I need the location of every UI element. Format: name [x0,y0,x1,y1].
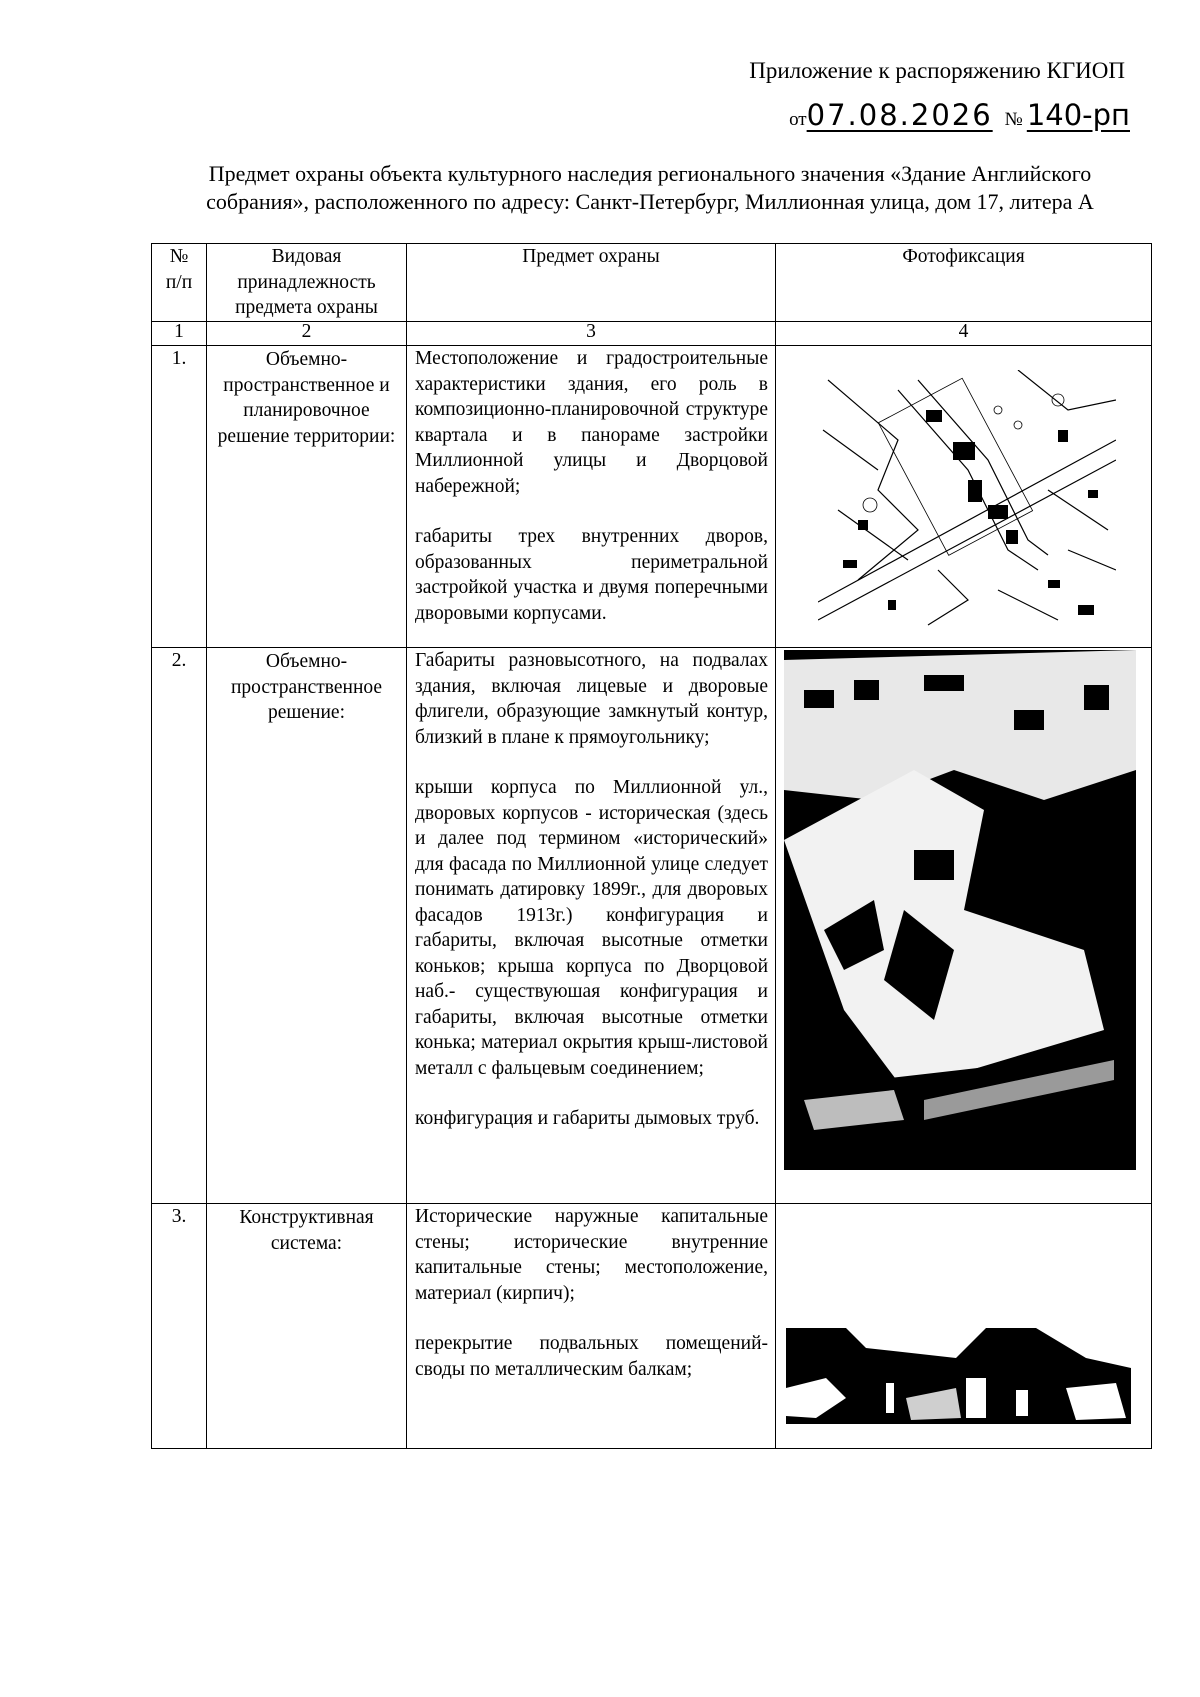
subject-paragraph: Исторические наружные капитальные стены; исторические внутренние капитальные стены; местоположение, материал (кирпич); [415,1206,768,1304]
table-row [152,648,1152,1204]
annex-title: Приложение к распоряжению КГИОП [749,58,1125,83]
row-subject [407,1204,776,1449]
order-number-label: № [1004,109,1023,130]
row-number: 1. [152,346,207,648]
row-subject [407,346,776,648]
site-plan-map-image [818,370,1116,630]
row-subject [407,648,776,1204]
header-photo: Фотофиксация [776,244,1152,322]
aerial-view-photo [784,650,1136,1170]
order-reference [600,98,1130,132]
subject-paragraph: Местоположение и градостроительные характеристики здания, его роль в композиционно-планировочной структуре квартала и в панораме застройки Миллионной улицы и Дворцовой набережной; [415,348,768,497]
column-number: 1 [152,322,207,346]
row-photo-cell [776,648,1152,1204]
column-number-row [152,322,1152,346]
subject-paragraph: конфигурация и габариты дымовых труб. [415,1108,760,1129]
subject-paragraph: габариты трех внутренних дворов, образованных периметральной застройкой участка и двумя поперечными дворовыми корпусами. [415,526,768,624]
table-header-row [152,244,1152,322]
row-photo-cell [776,346,1152,648]
row-kind: Объемно-пространственное решение: [207,648,407,1204]
header-number: № п/п [152,244,207,322]
row-kind: Конструктивная система: [207,1204,407,1449]
row-number: 2. [152,648,207,1204]
order-date: 07.08.2026 [806,98,993,132]
order-number: 140-рп [1026,98,1130,132]
row-photo-cell [776,1204,1152,1449]
column-number: 2 [207,322,407,346]
row-number: 3. [152,1204,207,1449]
table-row [152,1204,1152,1449]
column-number: 3 [407,322,776,346]
subject-paragraph: крыши корпуса по Миллионной ул., дворовых корпусов - историческая (здесь и далее под термином «исторический» для фасада по Миллионной улице следует понимать датировку 1899г., для дворовых фасадов 1913г.) конфигурация и габариты, включая высотные отметки коньков; крыша корпуса по Дворцовой наб.- существуюшая конфигурация и габариты, включая высотные отметки конька; материал окрытия крыш-листовой металл с фальцевым соединением; [415,777,768,1079]
protection-subject-table [151,243,1152,1449]
header-kind: Видовая принадлежность предмета охраны [207,244,407,322]
basement-vaults-photo [786,1328,1131,1424]
column-number: 4 [776,322,1152,346]
row-kind: Объемно-пространственное и планировочное решение территории: [207,346,407,648]
table-row [152,346,1152,648]
document-title: Предмет охраны объекта культурного наследия регионального значения «Здание Английского собрания», расположенного по адресу: Санкт-Петербург, Миллионная улица, дом 17, литера А [206,161,1094,214]
order-prefix: от [789,109,807,130]
subject-paragraph: Габариты разновысотного, на подвалах здания, включая лицевые и дворовые флигели, образующие замкнутый контур, близкий в плане к прямоугольнику; [415,650,768,748]
subject-paragraph: перекрытие подвальных помещений-своды по металлическим балкам; [415,1333,768,1380]
header-subject: Предмет охраны [407,244,776,322]
